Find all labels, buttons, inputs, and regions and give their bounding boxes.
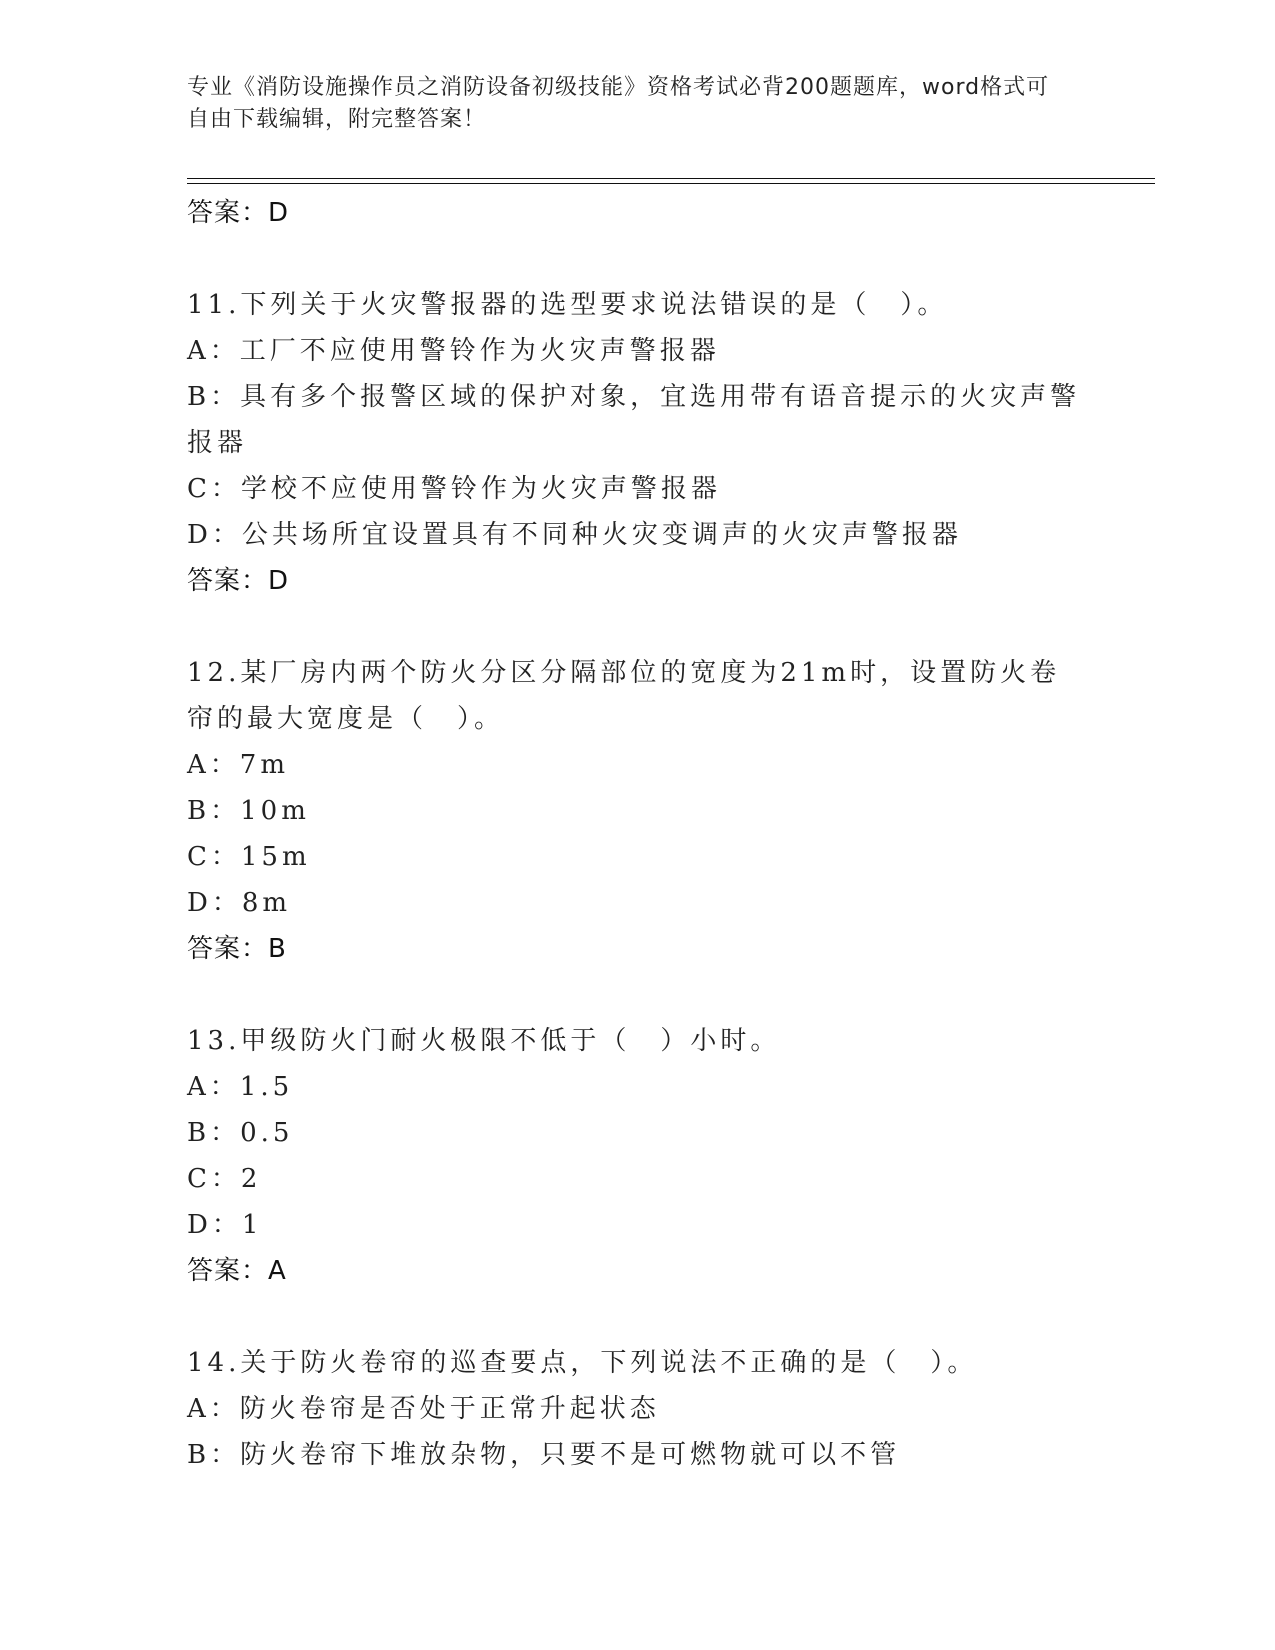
header-rule-bottom [187,183,1155,184]
question-line: 13.甲级防火门耐火极限不低于（ ）小时。 [187,1026,781,1056]
question-line: B：具有多个报警区域的保护对象，宜选用带有语音提示的火灾声警报器 [187,382,1081,458]
question-line: B：防火卷帘下堆放杂物，只要不是可燃物就可以不管 [187,1440,901,1470]
document-header: 专业《消防设施操作员之消防设备初级技能》资格考试必背200题题库，word格式可自由下载编辑，附完整答案！ [187,75,1050,132]
question-content [187,190,1087,1478]
question-line: 14.关于防火卷帘的巡查要点，下列说法不正确的是（ ）。 [187,1348,978,1378]
question-line: 11.下列关于火灾警报器的选型要求说法错误的是（ ）。 [187,290,948,320]
block-spacer [187,972,1087,1018]
question-line: A：工厂不应使用警铃作为火灾声警报器 [187,336,720,366]
question-line: 12.某厂房内两个防火分区分隔部位的宽度为21m时，设置防火卷帘的最大宽度是（ ）。 [187,658,1061,734]
answer-line: 答案：D [187,566,290,596]
block-spacer [187,1294,1087,1340]
question-line: B：10m [187,796,310,826]
question-line: A：7m [187,750,289,780]
question-line: D：公共场所宜设置具有不同种火灾变调声的火灾声警报器 [187,520,962,550]
header-rule-top [187,178,1155,179]
question-line: D：8m [187,888,292,918]
question-line: C：2 [187,1164,262,1194]
question-line: C：学校不应使用警铃作为火灾声警报器 [187,474,721,504]
answer-line: 答案：D [187,198,290,228]
answer-line: 答案：B [187,934,287,964]
answer-line: 答案：A [187,1256,287,1286]
question-line: A：1.5 [187,1072,294,1102]
question-line: B：0.5 [187,1118,294,1148]
question-line: A：防火卷帘是否处于正常升起状态 [187,1394,660,1424]
block-spacer [187,236,1087,282]
question-line: C：15m [187,842,311,872]
block-spacer [187,604,1087,650]
question-line: D：1 [187,1210,263,1240]
